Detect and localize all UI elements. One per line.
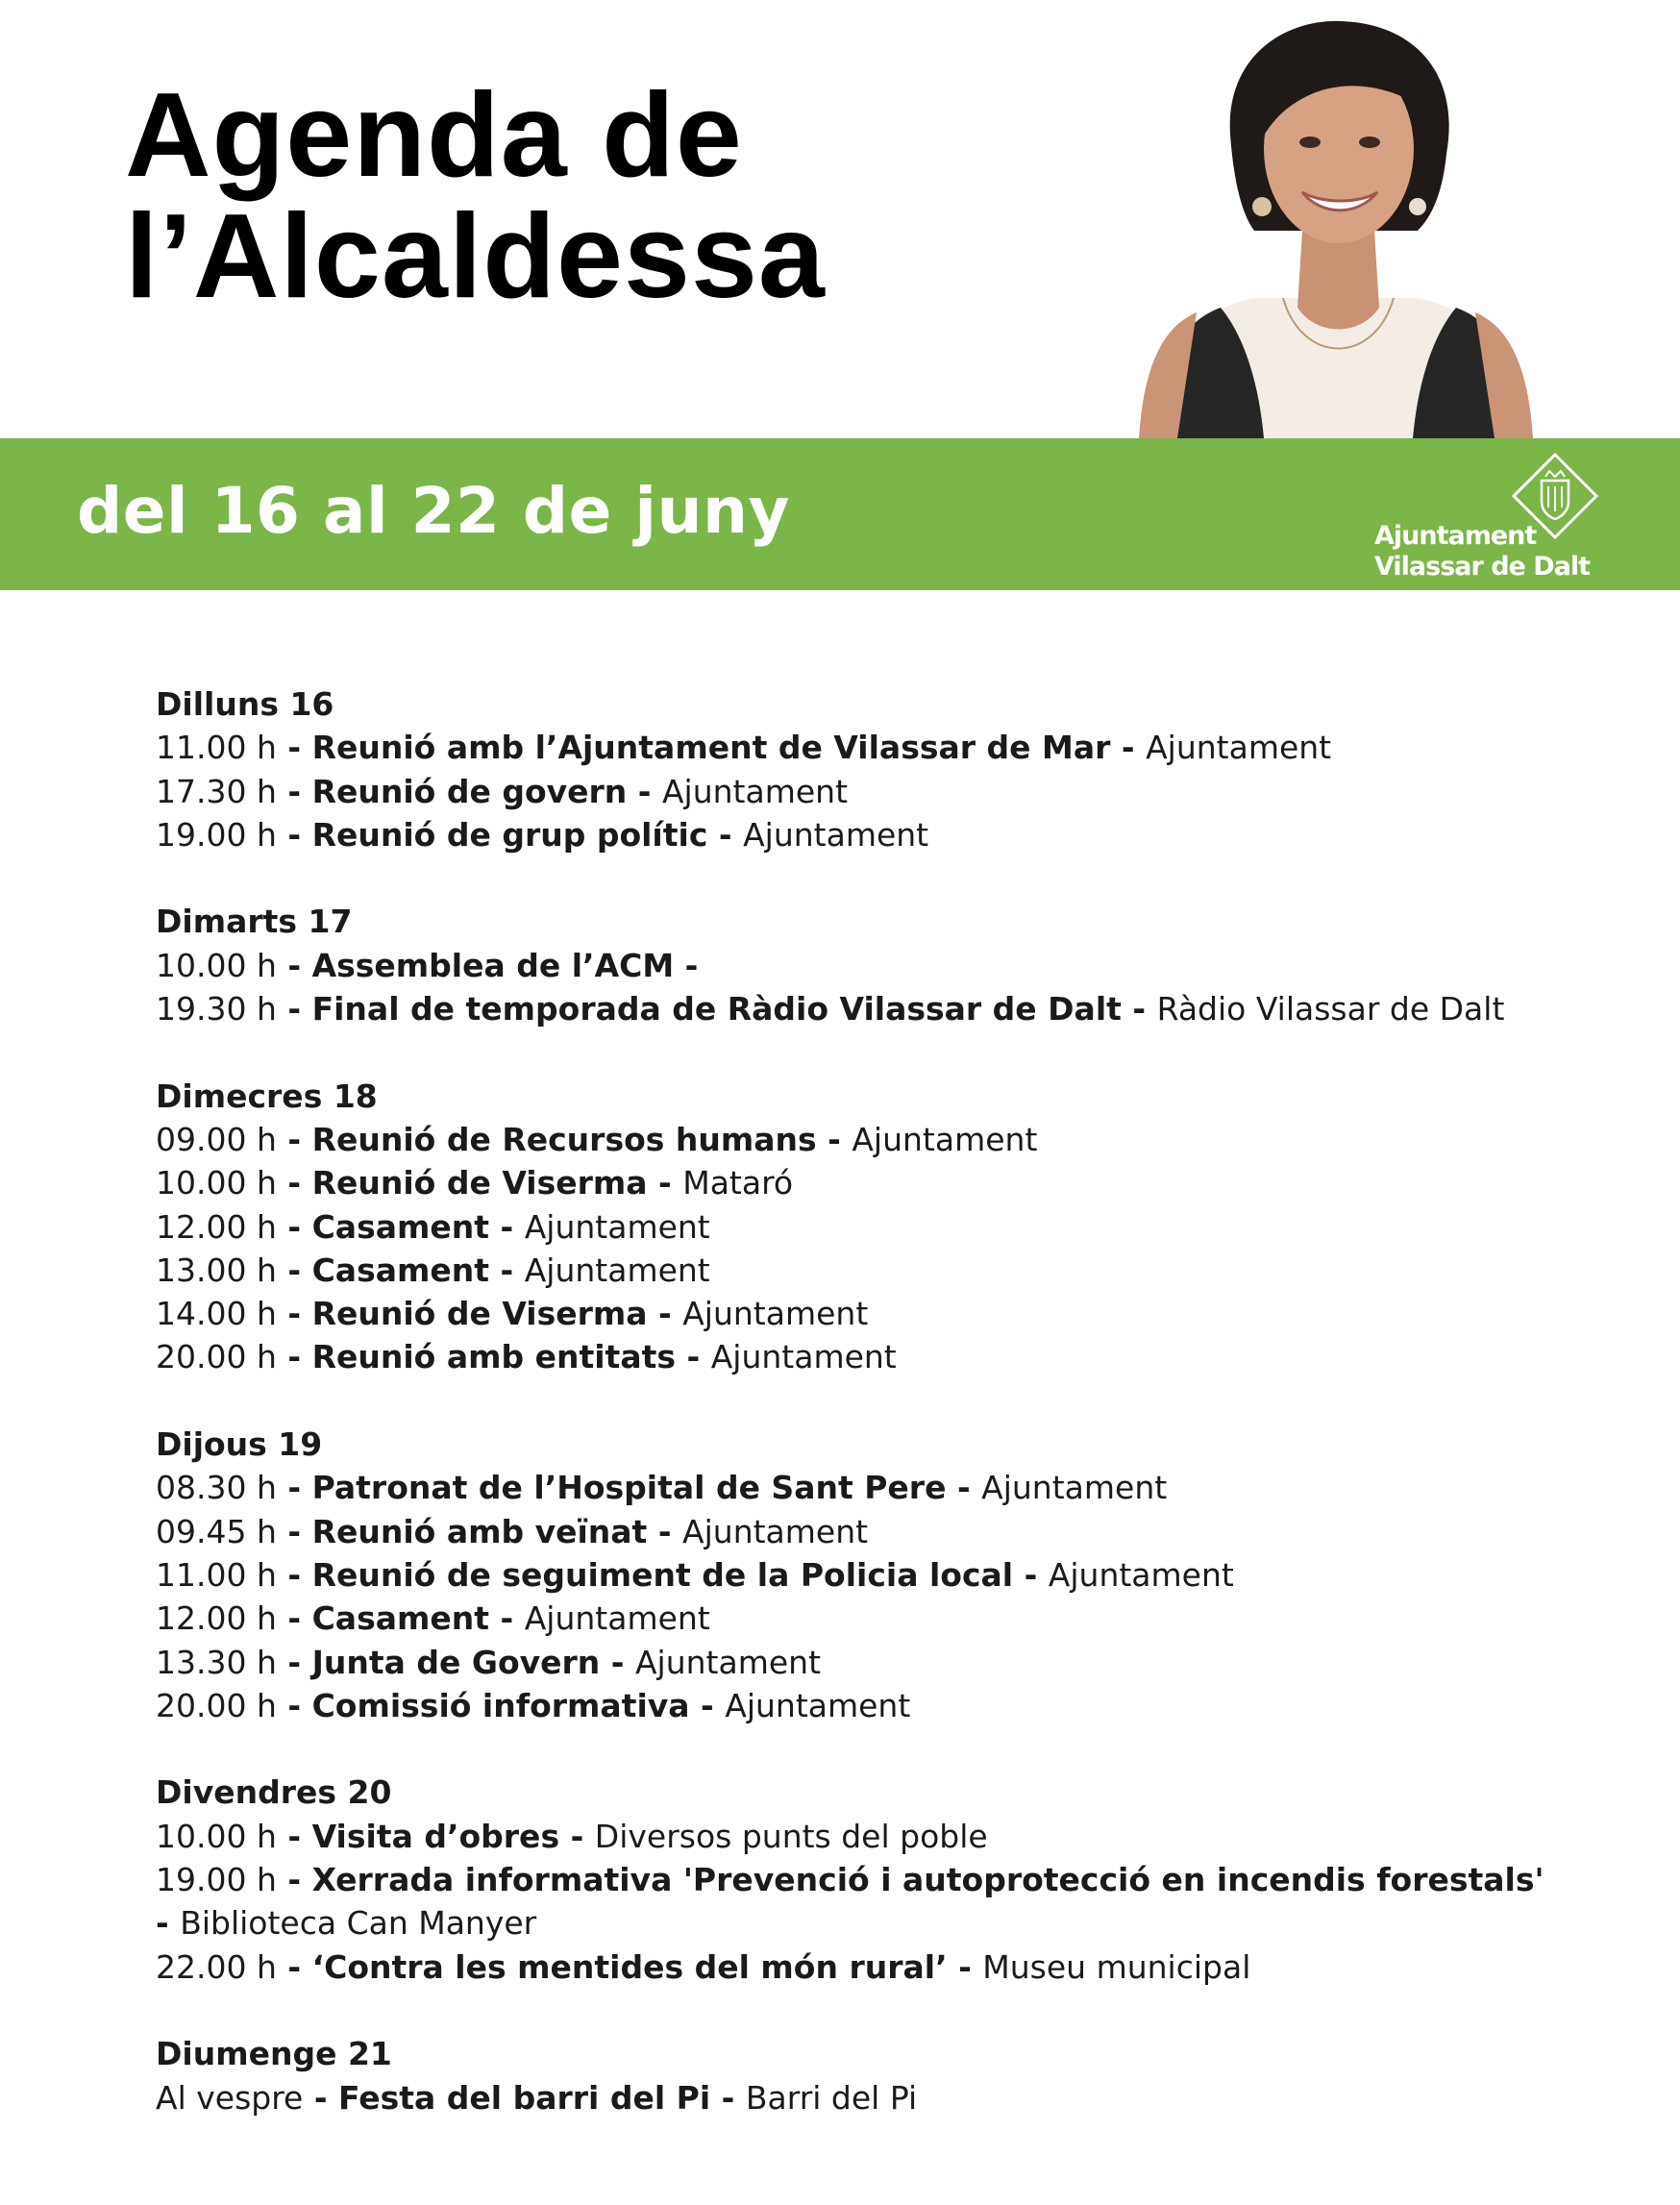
event-place: Ràdio Vilassar de Dalt xyxy=(1156,990,1505,1028)
agenda-event: 20.00 h - Comissió informativa - Ajuntament xyxy=(156,1686,911,1724)
event-title: Xerrada informativa 'Prevenció i autoprotecció en incendis forestals' xyxy=(311,1861,1544,1899)
event-time: 20.00 h xyxy=(156,1686,277,1724)
event-title: Reunió de Recursos humans xyxy=(311,1120,817,1158)
event-title: Comissió informativa xyxy=(311,1686,690,1724)
event-title: Reunió de Viserma xyxy=(311,1295,648,1333)
event-place: Barri del Pi xyxy=(745,2078,918,2117)
agenda-event: 11.00 h - Reunió de seguiment de la Policia local - Ajuntament xyxy=(156,1555,1234,1594)
event-place: Ajuntament xyxy=(634,1643,822,1681)
event-title: Casament xyxy=(311,1599,490,1638)
day-heading: Dijous 19 xyxy=(156,1425,323,1464)
page-title xyxy=(125,69,826,323)
event-place: Ajuntament xyxy=(682,1295,869,1333)
agenda-event: 19.00 h - Reunió de grup polític - Ajuntament xyxy=(156,815,929,854)
event-title: Reunió de grup polític xyxy=(311,815,708,854)
event-place: Ajuntament xyxy=(1048,1555,1234,1594)
event-time: 19.00 h xyxy=(156,815,277,854)
event-time: 19.00 h xyxy=(156,1861,277,1899)
event-place: Museu municipal xyxy=(982,1947,1251,1986)
title-line-1: Agenda de xyxy=(125,69,743,202)
event-title: ‘Contra les mentides del món rural’ xyxy=(311,1947,948,1986)
agenda-day xyxy=(156,1423,1559,1727)
event-place: Diversos punts del poble xyxy=(594,1817,988,1855)
event-time: 13.00 h xyxy=(156,1251,277,1289)
agenda-event: 10.00 h - Visita d’obres - Diversos punts del poble xyxy=(156,1817,988,1855)
event-title: Reunió de Viserma xyxy=(311,1164,648,1202)
event-time: 10.00 h xyxy=(156,946,277,984)
event-place: Ajuntament xyxy=(981,1469,1168,1507)
agenda-event: Al vespre - Festa del barri del Pi - Barri del Pi xyxy=(156,2078,918,2117)
day-heading: Dimarts 17 xyxy=(156,903,353,941)
town-hall-logo xyxy=(1374,448,1615,582)
day-heading: Dimecres 18 xyxy=(156,1077,378,1115)
agenda-event: 19.30 h - Final de temporada de Ràdio Vilassar de Dalt - Ràdio Vilassar de Dalt xyxy=(156,990,1505,1028)
event-title: Reunió amb entitats xyxy=(311,1338,677,1376)
agenda-event: 20.00 h - Reunió amb entitats - Ajuntament xyxy=(156,1338,897,1376)
event-place: Ajuntament xyxy=(1146,729,1332,767)
event-title: Reunió amb veïnat xyxy=(311,1512,648,1550)
agenda-day xyxy=(156,2032,1559,2119)
agenda-event: 17.30 h - Reunió de govern - Ajuntament xyxy=(156,772,849,810)
event-place: Biblioteca Can Manyer xyxy=(180,1904,537,1943)
agenda-event: 12.00 h - Casament - Ajuntament xyxy=(156,1207,710,1246)
event-title: Patronat de l’Hospital de Sant Pere xyxy=(311,1469,947,1507)
event-title: Reunió de seguiment de la Policia local xyxy=(311,1555,1014,1594)
agenda-event: 19.00 h - Xerrada informativa 'Prevenció i autoprotecció en incendis forestals' - Biblioteca Can Manyer xyxy=(156,1861,1544,1943)
event-title: Assemblea de l’ACM xyxy=(311,946,675,984)
agenda-event: 08.30 h - Patronat de l’Hospital de Sant Pere - Ajuntament xyxy=(156,1469,1168,1507)
event-place: Ajuntament xyxy=(710,1338,897,1376)
event-time: 08.30 h xyxy=(156,1469,277,1507)
event-time: 12.00 h xyxy=(156,1599,277,1638)
day-heading: Divendres 20 xyxy=(156,1773,392,1812)
event-title: Visita d’obres xyxy=(311,1817,560,1855)
event-place: Ajuntament xyxy=(524,1207,710,1246)
event-title: Final de temporada de Ràdio Vilassar de Dalt xyxy=(311,990,1122,1028)
event-time: 19.30 h xyxy=(156,990,277,1028)
event-title: Festa del barri del Pi xyxy=(338,2078,711,2117)
event-time: 09.45 h xyxy=(156,1512,277,1550)
event-place: Ajuntament xyxy=(524,1251,710,1289)
event-time: 17.30 h xyxy=(156,772,277,810)
logo-line-1: Ajuntament xyxy=(1374,521,1537,551)
event-place: Ajuntament xyxy=(661,772,849,810)
day-heading: Diumenge 21 xyxy=(156,2035,392,2073)
agenda-list xyxy=(156,682,1559,2163)
event-time: 13.30 h xyxy=(156,1643,277,1681)
event-place: Ajuntament xyxy=(852,1120,1038,1158)
agenda-event: 14.00 h - Reunió de Viserma - Ajuntament xyxy=(156,1295,869,1333)
title-line-2: l’Alcaldessa xyxy=(125,190,826,323)
agenda-event: 11.00 h - Reunió amb l’Ajuntament de Vilassar de Mar - Ajuntament xyxy=(156,729,1332,767)
agenda-day xyxy=(156,1771,1559,1988)
event-title: Reunió amb l’Ajuntament de Vilassar de Mar xyxy=(311,729,1111,767)
event-time: 20.00 h xyxy=(156,1338,277,1376)
event-title: Casament xyxy=(311,1207,490,1246)
mayor-portrait xyxy=(1139,19,1533,438)
event-time: 10.00 h xyxy=(156,1817,277,1855)
event-time: 14.00 h xyxy=(156,1295,277,1333)
event-time: 09.00 h xyxy=(156,1120,277,1158)
logo-line-2: Vilassar de Dalt xyxy=(1374,552,1591,582)
date-banner xyxy=(0,438,1680,590)
agenda-event: 09.00 h - Reunió de Recursos humans - Ajuntament xyxy=(156,1120,1038,1158)
agenda-event: 13.00 h - Casament - Ajuntament xyxy=(156,1251,710,1289)
agenda-day xyxy=(156,900,1559,1030)
agenda-event: 09.45 h - Reunió amb veïnat - Ajuntament xyxy=(156,1512,869,1550)
event-place: Ajuntament xyxy=(725,1686,911,1724)
event-place: Ajuntament xyxy=(682,1512,869,1550)
date-range-heading: del 16 al 22 de juny xyxy=(77,474,790,548)
event-title: Casament xyxy=(311,1251,490,1289)
event-time: 11.00 h xyxy=(156,729,277,767)
logo-wordmark xyxy=(1374,521,1590,582)
agenda-day xyxy=(156,682,1559,856)
agenda-day xyxy=(156,1075,1559,1379)
event-time: 11.00 h xyxy=(156,1555,277,1594)
day-heading: Dilluns 16 xyxy=(156,685,334,723)
event-title: Junta de Govern xyxy=(311,1643,601,1681)
event-time: Al vespre xyxy=(156,2078,304,2117)
event-place: Ajuntament xyxy=(743,815,929,854)
agenda-event: 10.00 h - Reunió de Viserma - Mataró xyxy=(156,1164,794,1202)
agenda-event: 10.00 h - Assemblea de l’ACM - xyxy=(156,946,699,984)
event-title: Reunió de govern xyxy=(311,772,628,810)
event-time: 22.00 h xyxy=(156,1947,277,1986)
agenda-event: 22.00 h - ‘Contra les mentides del món rural’ - Museu municipal xyxy=(156,1947,1251,1986)
event-place: Ajuntament xyxy=(524,1599,710,1638)
agenda-event: 13.30 h - Junta de Govern - Ajuntament xyxy=(156,1643,822,1681)
event-place: Mataró xyxy=(682,1164,794,1202)
agenda-event: 12.00 h - Casament - Ajuntament xyxy=(156,1599,710,1638)
event-time: 10.00 h xyxy=(156,1164,277,1202)
event-time: 12.00 h xyxy=(156,1207,277,1246)
